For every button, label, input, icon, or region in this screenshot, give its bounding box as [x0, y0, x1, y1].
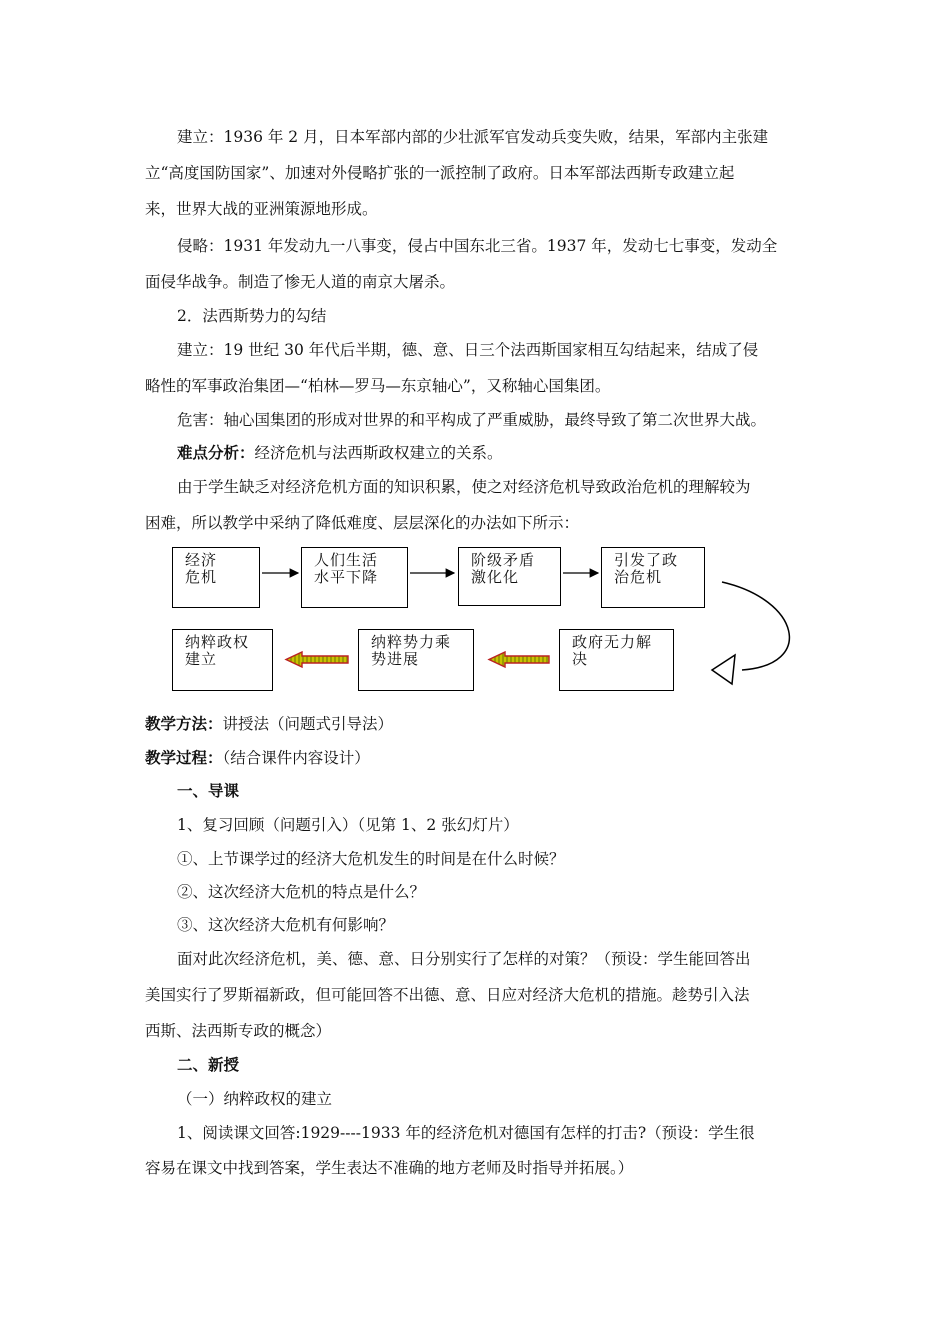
para-japan-aggression-2: 面侵华战争。制造了惨无人道的南京大屠杀。 [145, 273, 456, 291]
para-axis-harm: 危害：轴心国集团的形成对世界的和平构成了严重威胁，最终导致了第二次世界大战。 [177, 411, 767, 429]
section1-q3: ③、这次经济大危机有何影响？ [177, 916, 395, 934]
teaching-process-label: 教学过程： [145, 748, 223, 767]
hatched-arrow-1 [278, 652, 348, 667]
heading-fascist-collusion: 2．法西斯势力的勾结 [177, 307, 327, 325]
section1-q2: ②、这次经济大危机的特点是什么？ [177, 883, 426, 901]
flow-box-government-helpless: 政府无力解 决 [559, 629, 674, 691]
flow-box-living-standard: 人们生活 水平下降 [301, 547, 408, 608]
section1-review: 1、复习回顾（问题引入）（见第 1、2 张幻灯片） [177, 816, 519, 834]
teaching-process-text: （结合课件内容设计） [222, 749, 370, 767]
difficulty-label: 难点分析： [177, 443, 255, 462]
difficulty-text: 经济危机与法西斯政权建立的关系。 [254, 444, 503, 462]
section1-para-1: 面对此次经济危机，美、德、意、日分别实行了怎样的对策？（预设：学生能回答出 [177, 950, 751, 968]
teaching-method [145, 714, 810, 734]
para-japan-establish-2: 立“高度国防国家”、加速对外侵略扩张的一派控制了政府。日本军部法西斯专政建立起 [145, 164, 735, 182]
flow-box-nazi-rise: 纳粹势力乘 势进展 [358, 629, 474, 691]
section1-title: 一、导课 [177, 781, 240, 800]
section2-question-2: 容易在课文中找到答案，学生表达不准确的地方老师及时指导并拓展。） [145, 1159, 634, 1177]
para-japan-establish-1: 建立：1936 年 2 月，日本军部内部的少壮派军官发动兵变失败，结果，军部内主张建 [177, 128, 769, 146]
para-japan-aggression-1: 侵略：1931 年发动九一八事变，侵占中国东北三省。1937 年，发动七七事变，发动全 [177, 237, 778, 255]
curved-arrow-head [712, 655, 735, 684]
para-japan-establish-3: 来，世界大战的亚洲策源地形成。 [145, 200, 378, 218]
hatched-arrow-2 [489, 652, 549, 667]
flow-box-nazi-regime: 纳粹政权 建立 [172, 629, 273, 691]
flow-box-economic-crisis: 经济 危机 [172, 547, 260, 608]
section1-para-2: 美国实行了罗斯福新政，但可能回答不出德、意、日应对经济大危机的措施。趁势引入法 [145, 986, 750, 1004]
teaching-process [145, 748, 810, 768]
section2-question-1: 1、阅读课文回答:1929----1933 年的经济危机对德国有怎样的打击?（预设：学生很 [177, 1124, 755, 1142]
para-method-intro-1: 由于学生缺乏对经济危机方面的知识积累，使之对经济危机导致政治危机的理解较为 [177, 478, 751, 496]
section2-title: 二、新授 [177, 1055, 240, 1074]
flow-box-class-conflict: 阶级矛盾 激化化 [458, 547, 561, 606]
section2-subtitle: （一）纳粹政权的建立 [177, 1090, 333, 1108]
para-axis-establish-2: 略性的军事政治集团—“柏林—罗马—东京轴心”，又称轴心国集团。 [145, 377, 611, 395]
section1-q1: ①、上节课学过的经济大危机发生的时间是在什么时候？ [177, 850, 565, 868]
para-axis-establish-1: 建立：19 世纪 30 年代后半期，德、意、日三个法西斯国家相互勾结起来，结成了侵 [177, 341, 759, 359]
flow-box-political-crisis: 引发了政 治危机 [601, 547, 705, 608]
teaching-method-text: 讲授法（问题式引导法） [222, 715, 394, 733]
section1-para-3: 西斯、法西斯专政的概念） [145, 1022, 332, 1040]
para-method-intro-2: 困难，所以教学中采纳了降低难度、层层深化的办法如下所示： [145, 514, 580, 532]
teaching-method-label: 教学方法： [145, 714, 223, 733]
